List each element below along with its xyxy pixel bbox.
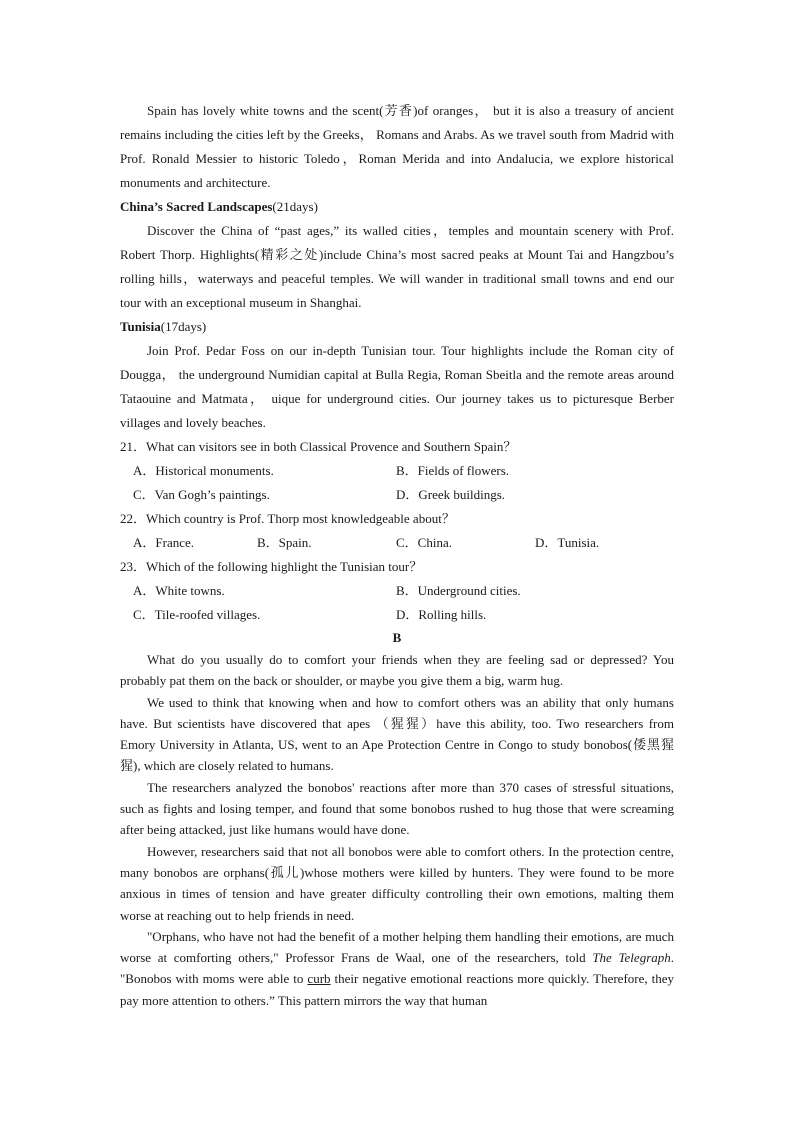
- option-b: B．Spain.: [257, 535, 312, 550]
- tunisia-days: (17days): [160, 319, 207, 334]
- question-23-options-row-2: [120, 603, 674, 627]
- telegraph-source: The Telegraph: [592, 950, 671, 966]
- china-paragraph: Discover the China of “past ages,” its walled cities，temples and mountain scenery with Prof. Robert Thorp. Highlights(精彩之处)include China’s most sacred peaks at Mount Tai and Hangzbou’s rolling hills，waterways and peaceful temples. We will wander in traditional small towns and end our tour with an exceptional museum in Shanghai.: [120, 223, 674, 310]
- b-para5-part1: "Orphans, who have not had the benefit of a mother helping them handling their emotions, are much worse at comforting others," Professor Frans de Waal, one of the researchers, told: [120, 928, 674, 966]
- question-22: 22．Which country is Prof. Thorp most knowledgeable about？: [120, 511, 455, 526]
- b-paragraph-5: [120, 926, 674, 1011]
- option-b: B．Fields of flowers.: [396, 463, 510, 478]
- section-b-heading: B: [392, 630, 402, 645]
- page-content: [120, 99, 674, 1011]
- option-a: A．Historical monuments.: [133, 463, 274, 478]
- question-21-options-row-1: [120, 459, 674, 483]
- b-paragraph-4: However, researchers said that not all bonobos were able to comfort others. In the protection centre, many bonobos are orphans(孤儿)whose mothers were killed by hunters. They were found to be more anxious in times of tension and have greater difficulty controlling their own emotions, malting them worse at reaching out to help friends in need.: [120, 843, 674, 923]
- question-23: 23．Which of the following highlight the Tunisian tour？: [120, 559, 423, 574]
- b-paragraph-3: The researchers analyzed the bonobos' reactions after more than 370 cases of stressful situations, such as fights and losing temper, and found that some bonobos rushed to hug those that were screaming after being attacked, just like humans would have done.: [120, 779, 674, 838]
- option-c: C．Van Gogh’s paintings.: [133, 487, 270, 502]
- option-a: A．White towns.: [133, 583, 225, 598]
- option-d: D．Greek buildings.: [396, 487, 506, 502]
- spain-paragraph: Spain has lovely white towns and the scent(芳香)of oranges， but it is also a treasury of ancient remains including the cities left by the Greeks， Romans and Arabs. As we travel south from Madrid with Prof. Ronald Messier to historic Toledo，Roman Merida and into Andalucia, we explore historical monuments and architecture.: [120, 103, 674, 190]
- question-23-options-row-1: [120, 579, 674, 603]
- option-d: D．Tunisia.: [535, 535, 600, 550]
- china-days: (21days): [272, 199, 318, 214]
- option-d: D．Rolling hills.: [396, 607, 487, 622]
- b-para5-part2: . "Bonobos with moms were able to: [120, 950, 674, 987]
- question-21-options-row-2: [120, 483, 674, 507]
- question-21: 21．What can visitors see in both Classical Provence and Southern Spain？: [120, 439, 517, 454]
- tunisia-title: Tunisia: [120, 319, 161, 334]
- option-c: C．Tile-roofed villages.: [133, 607, 261, 622]
- b-paragraph-2: We used to think that knowing when and how to comfort others was an ability that only humans have. But scientists have discovered that apes （猩猩）have this ability, too. Two researchers from Emory University in Atlanta, US, went to an Ape Protection Centre in Congo to study bonobos(倭黑猩猩), which are closely related to humans.: [120, 694, 674, 774]
- china-title: China’s Sacred Landscapes: [120, 199, 273, 214]
- b-para5-part3: their negative emotional reactions more quickly. Therefore, they pay more attention to others.” This pattern mirrors the way that human: [120, 971, 674, 1008]
- curb-word: curb: [307, 971, 331, 987]
- tunisia-paragraph: Join Prof. Pedar Foss on our in-depth Tunisian tour. Tour highlights include the Roman city of Dougga， the underground Numidian capital at Bulla Regia, Roman Sbeitla and the remote areas around Tataouine and Matmata， uique for underground cities. Our journey takes us to picturesque Berber villages and lovely beaches.: [120, 343, 674, 430]
- option-c: C．China.: [396, 535, 452, 550]
- option-b: B．Underground cities.: [396, 583, 521, 598]
- b-paragraph-1: What do you usually do to comfort your friends when they are feeling sad or depressed? You probably pat them on the back or shoulder, or maybe you give them a big, warm hug.: [120, 652, 674, 689]
- china-heading: [120, 195, 674, 219]
- tunisia-heading: [120, 315, 674, 339]
- question-22-options: [120, 531, 674, 555]
- option-a: A．France.: [133, 535, 195, 550]
